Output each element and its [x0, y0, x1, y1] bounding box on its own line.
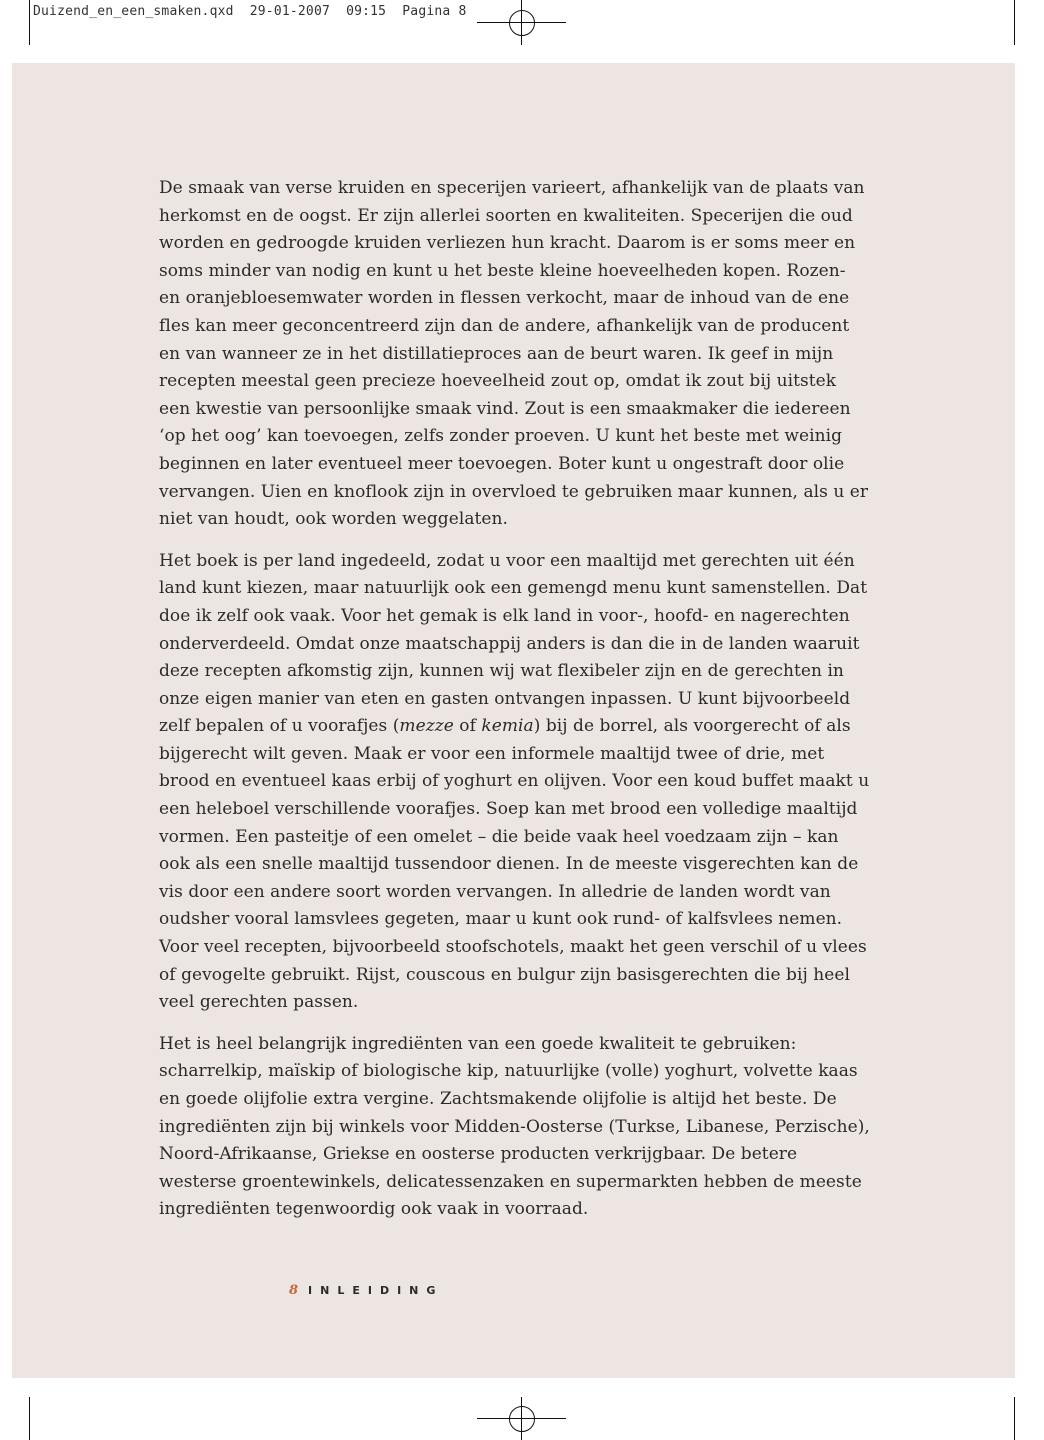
paragraph-2-part-a: Het boek is per land ingedeeld, zodat u voor een maaltijd met gerechten uit één land kunt kiezen, maar natuurlijk ook een gemengd menu kunt samenstellen. Dat doe ik zelf ook vaak. Voor het gemak is elk land in voor-, hoofd- en nagerechten onderverdeeld. Omdat onze maatschappij anders is dan die in de landen waaruit deze recepten afkomstig zijn, kunnen wij wat flexibeler zijn en de gerechten in onze eigen manier van eten en gasten ontvangen inpassen. U kunt bijvoorbeeld zelf bepalen of u voorafjes (	[159, 550, 868, 737]
folio	[289, 1283, 443, 1298]
paragraph-2-part-b: ) bij de borrel, als voorgerecht of als bijgerecht wilt geven. Maak er voor een informele maaltijd twee of drie, met brood en eventueel kaas erbij of yoghurt en olijven. Voor een koud buffet maakt u een heleboel verschillende voorafjes. Soep kan met brood een volledige maaltijd vormen. Een pasteitje of een omelet – die beide vaak heel voedzaam zijn – kan ook als een snelle maaltijd tussendoor dienen. In de meeste visgerechten kan de vis door een andere soort worden vervangen. In alledrie de landen wordt van oudsher vooral lamsvlees gegeten, maar u kunt ook rund- of kalfsvlees nemen. Voor veel recepten, bijvoorbeeld stoofschotels, maakt het geen verschil of u vlees of gevogelte gebruikt. Rijst, couscous en bulgur zijn basisgerechten die bij heel veel gerechten passen.	[159, 716, 870, 1013]
paragraph-3: Het is heel belangrijk ingrediënten van een goede kwaliteit te gebruiken: scharrelkip, maïskip of biologische kip, natuurlijke (volle) yoghurt, volvette kaas en goede olijfolie extra vergine. Zachtsmakende olijfolie is altijd het beste. De ingrediënten zijn bij winkels voor Midden-Oosterse (Turkse, Libanese, Perzische), Noord-Afrikaanse, Griekse en oosterse producten verkrijgbaar. De betere westerse groentewinkels, delicatessenzaken en supermarkten hebben de meeste ingrediënten tegenwoordig ook vaak in voorraad.	[159, 1033, 870, 1220]
print-slug	[33, 4, 467, 19]
slug-time: 09:15	[346, 4, 387, 19]
term-kemia: kemia	[481, 716, 534, 737]
page-number: 8	[289, 1283, 299, 1298]
section-title: INLEIDING	[308, 1284, 444, 1297]
crop-mark-top-left	[29, 0, 30, 45]
paragraph-1: De smaak van verse kruiden en specerijen varieert, afhankelijk van de plaats van herkomst en de oogst. Er zijn allerlei soorten en kwaliteiten. Specerijen die oud worden en gedroogde kruiden verliezen hun kracht. Daarom is er soms meer en soms minder van nodig en kunt u het beste kleine hoeveelheden kopen. Rozen- en oranjebloesemwater worden in flessen verkocht, maar de inhoud van de ene fles kan meer geconcentreerd zijn dan de andere, afhankelijk van de producent en van wanneer ze in het distillatieproces aan de beurt waren. Ik geef in mijn recepten meestal geen precieze hoeveelheid zout op, omdat ik zout bij uitstek een kwestie van persoonlijke smaak vind. Zout is een smaakmaker die iedereen ‘op het oog’ kan toevoegen, zelfs zonder proeven. U kunt het beste met weinig beginnen en later eventueel meer toevoegen. Boter kunt u ongestraft door olie vervangen. Uien en knoflook zijn in overvloed te gebruiken maar kunnen, als u er niet van houdt, ook worden weggelaten.	[159, 178, 869, 530]
slug-page: Pagina 8	[402, 4, 467, 19]
crop-mark-bottom-left	[29, 1397, 30, 1440]
body-text	[159, 175, 871, 1238]
slug-date: 29-01-2007	[249, 4, 331, 19]
crop-mark-bottom-right	[1014, 1397, 1015, 1440]
crop-mark-top-right	[1014, 0, 1015, 45]
book-page	[12, 63, 1015, 1378]
registration-target-top	[509, 10, 535, 36]
registration-target-bottom	[509, 1406, 535, 1432]
term-mezze: mezze	[399, 716, 454, 737]
paragraph-2	[159, 548, 871, 1017]
slug-filename: Duizend_en_een_smaken.qxd	[33, 4, 234, 19]
paragraph-2-of: of	[453, 716, 482, 737]
